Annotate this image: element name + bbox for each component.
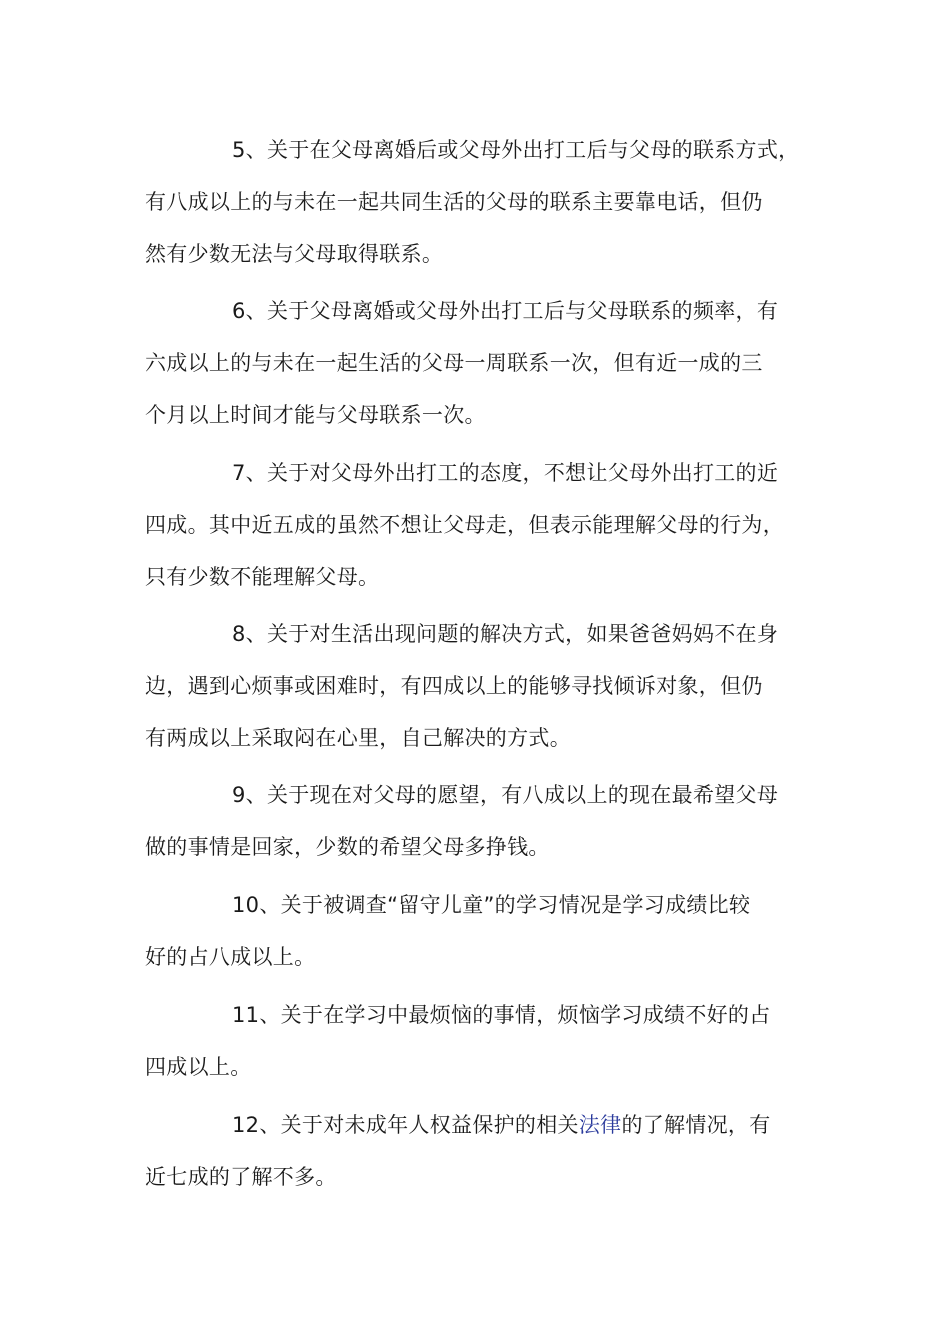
paragraph-7: [145, 447, 835, 603]
law-link[interactable]: 法律: [578, 1113, 622, 1137]
paragraph-line: 10、关于被调查“留守儿童”的学习情况是学习成绩比较: [232, 893, 751, 917]
paragraph-line: 7、关于对父母外出打工的态度，不想让父母外出打工的近: [232, 461, 779, 485]
paragraph-9: [145, 769, 835, 873]
paragraph-line: 有两成以上采取闷在心里，自己解决的方式。: [145, 726, 571, 750]
paragraph-line: 四成以上。: [145, 1055, 252, 1079]
paragraph-line: 好的占八成以上。: [145, 945, 316, 969]
paragraph-line: 11、关于在学习中最烦恼的事情，烦恼学习成绩不好的占: [232, 1003, 771, 1027]
paragraph-line: 5、关于在父母离婚后或父母外出打工后与父母的联系方式，: [232, 138, 800, 162]
paragraph-line: 只有少数不能理解父母。: [145, 565, 380, 589]
paragraph-11: [145, 989, 835, 1093]
paragraph-6: [145, 285, 835, 441]
paragraph-text: 的了解情况，有: [621, 1113, 771, 1137]
paragraph-line: 有八成以上的与未在一起共同生活的父母的联系主要靠电话，但仍: [145, 190, 763, 214]
paragraph-line: 边，遇到心烦事或困难时，有四成以上的能够寻找倾诉对象，但仍: [145, 674, 763, 698]
paragraph-10: [145, 879, 835, 983]
paragraph-line: 然有少数无法与父母取得联系。: [145, 242, 444, 266]
paragraph-line: 六成以上的与未在一起生活的父母一周联系一次，但有近一成的三: [145, 351, 763, 375]
paragraph-12: [145, 1099, 835, 1203]
paragraph-line: 6、关于父母离婚或父母外出打工后与父母联系的频率，有: [232, 299, 779, 323]
paragraph-text: 12、关于对未成年人权益保护的相关: [232, 1113, 579, 1137]
paragraph-5: [145, 124, 835, 280]
paragraph-line: 近七成的了解不多。: [145, 1165, 337, 1189]
paragraph-line: [145, 1099, 835, 1151]
paragraph-line: 做的事情是回家，少数的希望父母多挣钱。: [145, 835, 550, 859]
paragraph-line: 9、关于现在对父母的愿望，有八成以上的现在最希望父母: [232, 783, 779, 807]
paragraph-8: [145, 608, 835, 764]
paragraph-line: 四成。其中近五成的虽然不想让父母走，但表示能理解父母的行为，: [145, 513, 784, 537]
paragraph-line: 8、关于对生活出现问题的解决方式，如果爸爸妈妈不在身: [232, 622, 779, 646]
paragraph-line: 个月以上时间才能与父母联系一次。: [145, 403, 486, 427]
